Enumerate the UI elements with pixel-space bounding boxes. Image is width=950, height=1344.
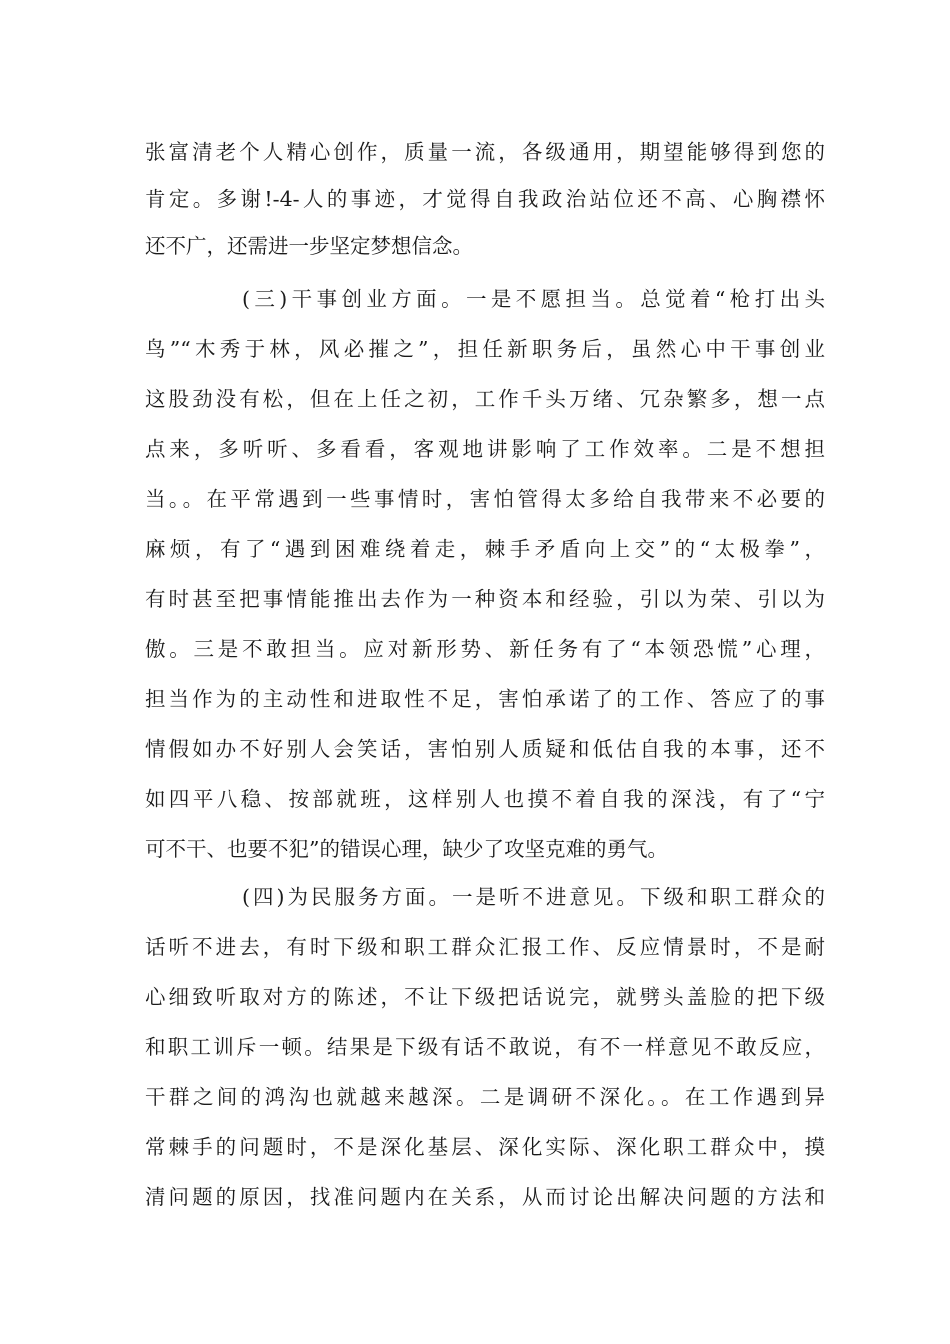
text-line: 情假如办不好别人会笑话，害怕别人质疑和低估自我的本事，还不 <box>145 737 825 761</box>
text-line: 麻烦，有了“遇到困难绕着走，棘手矛盾向上交”的“太极拳”， <box>145 537 825 561</box>
text-line: 还不广，还需进一步坚定梦想信念。 <box>145 234 473 258</box>
text-line: 这股劲没有松，但在上任之初，工作千头万绪、冗杂繁多，想一点 <box>145 387 825 411</box>
text-line: 和职工训斥一顿。结果是下级有话不敢说，有不一样意见不敢反应， <box>145 1035 825 1059</box>
text-line: 担当作为的主动性和进取性不足，害怕承诺了的工作、答应了的事 <box>145 687 825 711</box>
text-line: 鸟”“木秀于林，风必摧之”，担任新职务后，虽然心中干事创业 <box>145 337 825 361</box>
text-line: 当。。在平常遇到一些事情时，害怕管得太多给自我带来不必要的 <box>145 487 825 511</box>
text-line: 可不干、也要不犯”的错误心理，缺少了攻坚克难的勇气。 <box>145 837 668 861</box>
text-line: 张富清老个人精心创作，质量一流，各级通用，期望能够得到您的 <box>145 140 825 164</box>
text-line: 如四平八稳、按部就班，这样别人也摸不着自我的深浅，有了“宁 <box>145 787 825 811</box>
text-line: 肯定。多谢!-4-人的事迹，才觉得自我政治站位还不高、心胸襟怀 <box>145 187 825 211</box>
text-line: 有时甚至把事情能推出去作为一种资本和经验，引以为荣、引以为 <box>145 587 825 611</box>
text-line: 傲。三是不敢担当。应对新形势、新任务有了“本领恐慌”心理， <box>145 637 825 661</box>
text-line: 干群之间的鸿沟也就越来越深。二是调研不深化。。在工作遇到异 <box>145 1085 825 1109</box>
text-line: 常棘手的问题时，不是深化基层、深化实际、深化职工群众中，摸 <box>145 1135 825 1159</box>
text-line: (四)为民服务方面。一是听不进意见。下级和职工群众的 <box>242 885 825 909</box>
text-line: 话听不进去，有时下级和职工群众汇报工作、反应情景时，不是耐 <box>145 935 825 959</box>
text-line: 清问题的原因，找准问题内在关系，从而讨论出解决问题的方法和 <box>145 1185 825 1209</box>
text-line: 点来，多听听、多看看，客观地讲影响了工作效率。二是不想担 <box>145 437 825 461</box>
text-line: (三)干事创业方面。一是不愿担当。总觉着“枪打出头 <box>242 287 825 311</box>
text-line: 心细致听取对方的陈述，不让下级把话说完，就劈头盖脸的把下级 <box>145 985 825 1009</box>
